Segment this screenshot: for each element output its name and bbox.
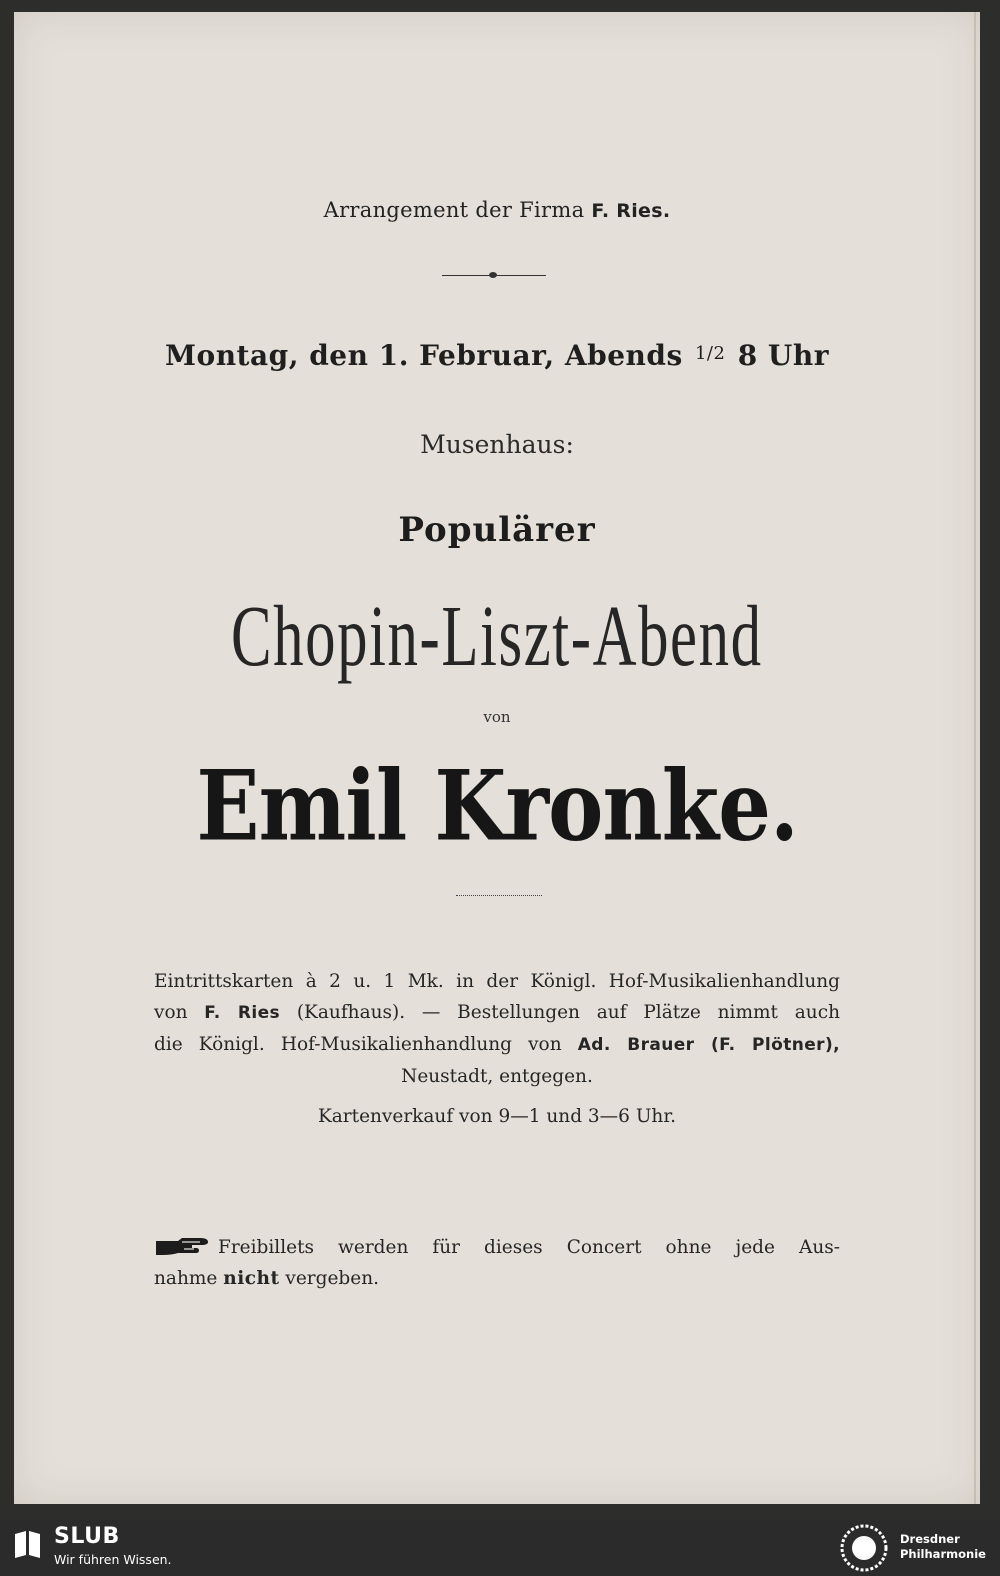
von-label: von (483, 708, 511, 726)
pointing-hand-icon (154, 1235, 210, 1257)
ticket-line-4: Neustadt, entgegen. (401, 1066, 593, 1087)
slub-tagline: Wir führen Wissen. (54, 1552, 172, 1567)
date-suffix: 8 Uhr (737, 339, 829, 372)
title-wrap (14, 580, 980, 685)
ticket-line-1: Eintrittskarten à 2 u. 1 Mk. in der Königl. Hof-Musikalienhandlung (154, 971, 840, 992)
poster-content (14, 12, 980, 1504)
venue: Musenhaus: (420, 430, 574, 459)
date-line (14, 339, 980, 372)
slub-logo-icon (12, 1528, 44, 1560)
ticket-info (154, 966, 840, 1092)
performer-name: Emil Kronke. (196, 749, 798, 863)
freebies-note (154, 1232, 840, 1294)
concert-title: Chopin-Liszt-Abend (231, 586, 763, 685)
arrangement-firm: F. Ries. (591, 200, 671, 222)
arrangement-line (14, 198, 980, 222)
ticket-line-3: die Königl. Hof-Musikalienhandlung von Ad. Brauer (F. Plötner), (154, 1034, 840, 1055)
dotted-rule (456, 895, 542, 898)
freebies-line-2: nahme nicht vergeben. (154, 1268, 380, 1289)
footer-bar (0, 1520, 1000, 1576)
performer-wrap (14, 748, 980, 863)
freebies-line-1: Freibillets werden für dieses Concert ohne jede Aus- (154, 1232, 840, 1263)
philharmonie-name: Dresdner Philharmonie (900, 1532, 986, 1561)
philharmonie-logo-icon[interactable] (838, 1522, 890, 1574)
arrangement-prefix: Arrangement der Firma (323, 198, 585, 222)
sale-hours: Kartenverkauf von 9—1 und 3—6 Uhr. (317, 1106, 677, 1127)
emphasis-nicht: nicht (223, 1268, 280, 1289)
date-prefix: Montag, den 1. Februar, Abends (165, 339, 683, 372)
ticket-line-2: von F. Ries (Kaufhaus). — Bestellungen auf Plätze nimmt auch (154, 1002, 840, 1023)
date-fraction: 1/2 (694, 343, 726, 364)
ticket-seller-2: Ad. Brauer (F. Plötner), (577, 1035, 840, 1055)
subtitle: Populärer (398, 510, 596, 550)
ticket-seller: F. Ries (204, 1003, 281, 1023)
poster-sheet (14, 12, 980, 1504)
ornament-rule (442, 270, 546, 282)
slub-name[interactable]: SLUB (54, 1524, 120, 1549)
